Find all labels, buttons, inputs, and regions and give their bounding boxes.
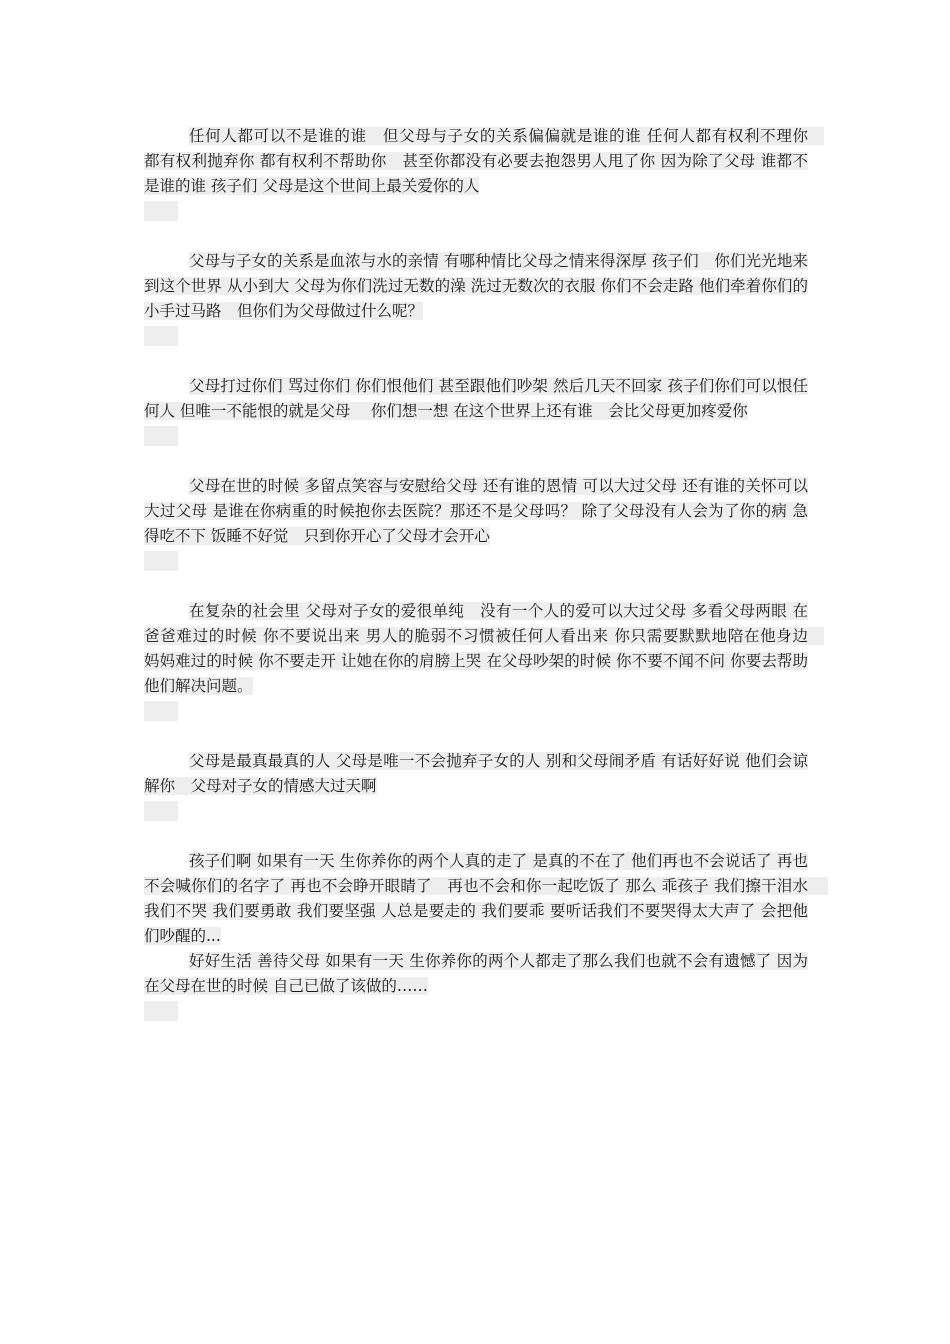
paragraph-5-text: 在复杂的社会里 父母对子女的爱很单纯 没有一个人的爱可以大过父母 多看父母两眼 在爸爸难过的时候 你不要说出来 男人的脆弱不习惯被任何人看出来 你只需要默默地陪在他身边 妈妈难过的时候 你不要走开 让她在你的肩膀上哭 在父母吵架的时候 你不要不闻不问 你要去帮助他们解决问题。	[144, 602, 824, 695]
paragraph-7	[144, 849, 829, 949]
empty-line	[144, 199, 808, 224]
paragraph-6	[144, 749, 808, 799]
empty-line-marker	[144, 1001, 178, 1021]
empty-line	[144, 999, 808, 1024]
empty-line	[144, 424, 808, 449]
paragraph-4	[144, 474, 808, 549]
empty-line-marker	[144, 551, 178, 571]
empty-line-marker	[144, 801, 178, 821]
paragraph-2-text: 父母与子女的关系是血浓与水的亲情 有哪种情比父母之情来得深厚 孩子们 你们光光地来到这个世界 从小到大 父母为你们洗过无数的澡 洗过无数次的衣服 你们不会走路 他们牵着你们的小手过马路 但你们为父母做过什么呢？	[144, 252, 808, 320]
paragraph-8	[144, 949, 808, 999]
empty-line-marker	[144, 201, 178, 221]
document-body	[144, 124, 829, 1049]
paragraph-4-text: 父母在世的时候 多留点笑容与安慰给父母 还有谁的恩情 可以大过父母 还有谁的关怀可以大过父母 是谁在你病重的时候抱你去医院？那还不是父母吗？ 除了父母没有人会为了你的病 急得吃不下 饭睡不好觉 只到你开心了父母才会开心	[144, 477, 808, 545]
empty-line	[144, 799, 808, 824]
paragraph-7-text: 孩子们啊 如果有一天 生你养你的两个人真的走了 是真的不在了 他们再也不会说话了 再也不会喊你们的名字了 再也不会睁开眼睛了 再也不会和你一起吃饭了 那么 乖孩子 我们擦干泪水 我们不哭 我们要勇敢 我们要坚强 人总是要走的 我们要乖 要听话我们不要哭得太大声了 会把他们吵醒的...	[144, 852, 829, 945]
paragraph-2	[144, 249, 808, 324]
paragraph-8-text: 好好生活 善待父母 如果有一天 生你养你的两个人都走了那么我们也就不会有遗憾了 因为在父母在世的时候 自己已做了该做的……	[144, 952, 808, 995]
empty-line-marker	[144, 326, 178, 346]
empty-line	[144, 699, 808, 724]
paragraph-3	[144, 374, 808, 424]
empty-line-marker	[144, 701, 178, 721]
empty-line-marker	[144, 426, 178, 446]
paragraph-5	[144, 599, 824, 699]
paragraph-3-text: 父母打过你们 骂过你们 你们恨他们 甚至跟他们吵架 然后几天不回家 孩子们你们可以恨任何人 但唯一不能恨的就是父母 你们想一想 在这个世界上还有谁 会比父母更加疼爱你	[144, 377, 808, 420]
paragraph-1	[144, 124, 824, 199]
paragraph-1-text: 任何人都可以不是谁的谁 但父母与子女的关系偏偏就是谁的谁 任何人都有权利不理你 都有权利抛弃你 都有权利不帮助你 甚至你都没有必要去抱怨男人甩了你 因为除了父母 谁都不是谁的谁 孩子们 父母是这个世间上最关爱你的人	[144, 127, 824, 195]
paragraph-6-text: 父母是最真最真的人 父母是唯一不会抛弃子女的人 别和父母闹矛盾 有话好好说 他们会谅解你 父母对子女的情感大过天啊	[144, 752, 808, 795]
empty-line	[144, 324, 808, 349]
empty-line	[144, 549, 808, 574]
